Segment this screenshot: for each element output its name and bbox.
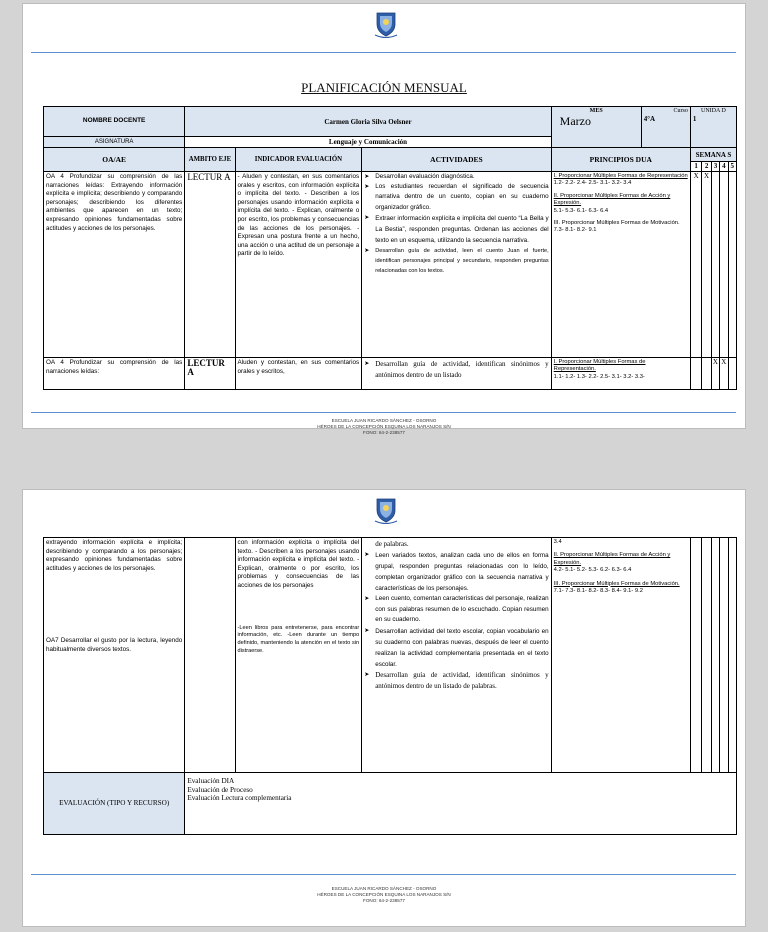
dua-cell — [551, 358, 690, 390]
oa-cell: OA 4 Profundizar su comprensión de las narraciones leídas: Extrayendo información explícita e implícita; describiendo y comparando personajes; describiendo los diferentes ambientes que aparecen en un texto; expresando opiniones fundamentadas sobre actitudes y acciones de los personajes. — [44, 172, 185, 358]
ambito-cell: LECTUR A — [185, 172, 235, 358]
footer-line: ESCUELA JUAN RICARDO SÁNCHEZ - OSORNO — [331, 886, 437, 891]
actividad-item: ➤ Leen variados textos, analizan cada uno de ellos en forma grupal, responden preguntas relacionadas con lo leído, completan organizador gráfico con la secuencia narrativa y características de los personajes. — [375, 550, 548, 594]
page-title: PLANIFICACIÓN MENSUAL — [301, 80, 467, 95]
dua-cell — [551, 538, 690, 773]
actividad-item: ➤ Desarrollan evaluación diagnóstica. — [375, 173, 548, 182]
planning-table-cont — [43, 537, 737, 835]
week-mark — [711, 538, 719, 773]
indicador-cell — [235, 538, 362, 773]
dua-cell — [551, 172, 690, 358]
unidad-value: 1 — [692, 115, 697, 123]
dua-codes: 7.3- 8.1- 8.2- 9.1 — [553, 227, 597, 234]
week-mark — [702, 358, 711, 390]
label-principios: PRINCIPIOS DUA — [551, 148, 690, 172]
footer-line: HÉROES DE LA CONCEPCIÓN ESQUINA LOS NARANJOS S/N — [317, 892, 451, 898]
footer-line: HÉROES DE LA CONCEPCIÓN ESQUINA LOS NARANJOS S/N — [317, 424, 451, 430]
week-mark — [720, 538, 728, 773]
indicador-cell: - Aluden y contestan, en sus comentarios orales y escritos, con información explícita o implícita del texto. - Describen a los personajes usando información explícita e implícita del texto. - Explican, oralmente o por escrito, los problemas y consecuencias de las acciones de los personajes. - Expresan una postura frente a un hecho, una acción o una actitud de un personaje a partir de lo leído. — [235, 172, 362, 358]
week-mark: X — [690, 172, 702, 358]
week-4: 4 — [720, 162, 728, 172]
eval-item: Evaluación Lectura complementaria — [187, 794, 292, 803]
actividad-item: ➤ Desarrollan guía de actividad, leen el cuento Juan el fuerte, identifican personajes principal y secundario, responden preguntas relacionadas con los textos. — [375, 246, 548, 276]
week-mark: X — [720, 358, 728, 390]
footer-line: FONO: 64-2-238577 — [363, 898, 405, 904]
week-3: 3 — [711, 162, 719, 172]
label-indicador: INDICADOR EVALUACIÓN — [235, 148, 362, 172]
dua-head: II. Proporcionar Múltiples Formas de Acción y Expresión. — [553, 552, 671, 566]
actividades-cell — [362, 538, 551, 773]
ambito-cell — [185, 538, 235, 773]
indicador-cell: Aluden y contestan, en sus comentarios orales y escritos, — [235, 358, 362, 390]
week-1: 1 — [690, 162, 702, 172]
dua-head: III. Proporcionar Múltiples Formas de Motivación. — [553, 220, 680, 227]
actividades-cell — [362, 358, 551, 390]
actividad-item: ➤ Los estudiantes recuerdan el significado de secuencia narrativa dentro de un cuento, copian en su cuaderno organizador gráfico. — [375, 182, 548, 214]
dua-head: II. Proporcionar Múltiples Formas de Acción y Expresión. — [553, 192, 671, 207]
mes-value: Marzo — [559, 114, 591, 128]
eval-label: EVALUACIÓN (TIPO Y RECURSO) — [44, 773, 185, 835]
unidad-label: UNIDA D — [701, 108, 726, 114]
eval-item: Evaluación DIA — [187, 777, 235, 785]
docente-name: Carmen Gloria Silva Oelsner — [185, 107, 551, 137]
eval-cell — [185, 773, 737, 835]
label-asignatura: ASIGNATURA — [44, 137, 185, 148]
dua-codes: 3.4 — [553, 539, 562, 545]
week-mark — [728, 358, 737, 390]
curso-label: Curso — [673, 108, 688, 114]
footer — [23, 886, 745, 905]
actividad-item: ➤ Desarrollan guía de actividad, identifican sinónimos y antónimos dentro de un listado de palabras. — [375, 670, 548, 692]
label-oa-ae: OA/AE — [44, 148, 185, 172]
curso-value: 4°A — [643, 115, 656, 123]
week-mark: X — [702, 172, 711, 358]
page-2 — [22, 489, 746, 927]
week-mark — [728, 538, 736, 773]
dua-head: III. Proporcionar Múltiples Formas de Motivación. — [553, 580, 680, 587]
unidad-cell — [690, 107, 736, 148]
header-rule — [31, 52, 736, 53]
week-mark — [720, 172, 728, 358]
footer-line: FONO: 64-2-238577 — [363, 430, 405, 436]
oa-cell: OA 4 Profundizar su comprensión de las narraciones leídas: — [44, 358, 185, 390]
week-2: 2 — [702, 162, 711, 172]
week-mark — [690, 538, 702, 773]
indicador-text: -Leen libros para entretenerse, para encontrar información, etc. -Leen durante un tiempo definido, manteniendo la atención en el texto sin distraerse. — [237, 624, 360, 654]
oa-text: extrayendo información explícita e implícita; describiendo y comparando a los personajes; expresando opiniones fundamentadas sobre actitudes y acciones de los personajes. — [46, 539, 183, 572]
ambito-cell: LECTUR A — [185, 358, 235, 390]
actividad-cont: de palabras. — [375, 540, 409, 548]
eval-item: Evaluación de Proceso — [187, 785, 253, 794]
week-mark: X — [711, 358, 719, 390]
week-5: 5 — [728, 162, 737, 172]
footer-rule — [31, 874, 736, 875]
actividad-item: ➤ Desarrollan actividad del texto escolar, copian vocabulario en su cuaderno con palabras nuevas, después de leer el cuento realizan la actividad complementaria presentada en el texto escolar. — [375, 626, 548, 670]
indicador-text: con información explícita o implícita del texto. - Describen a los personajes usando información explícita e implícita del texto. - Explican, oralmente o por escrito, los problemas y consecuencias de las acciones de los personajes — [237, 539, 360, 589]
mes-cell — [551, 107, 641, 148]
dua-codes: 1.1- 1.2- 1.3- 2.2- 2.5- 3.1- 3.2- 3.3- — [553, 373, 645, 380]
footer — [23, 418, 745, 437]
actividades-cell — [362, 172, 551, 358]
label-actividades: ACTIVIDADES — [362, 148, 551, 172]
label-semanas: SEMANA S — [690, 148, 736, 162]
dua-codes: 1.2- 2.2- 2.4- 2.5- 3.1- 3.2- 3.4 — [553, 180, 632, 187]
footer-line: ESCUELA JUAN RICARDO SÁNCHEZ - OSORNO — [331, 418, 437, 423]
label-nombre-docente: NOMBRE DOCENTE — [44, 107, 185, 137]
week-mark — [702, 538, 711, 773]
dua-codes: 4.2- 5.1- 5.2- 5.3- 6.2- 6.3- 6.4 — [553, 567, 632, 574]
dua-codes: 7.1- 7.3- 8.1- 8.2- 8.3- 8.4- 9.1- 9.2 — [553, 588, 643, 595]
oa-text: OA7 Desarrollar el gusto por la lectura, leyendo habitualmente diversos textos. — [46, 637, 183, 653]
school-crest-icon — [373, 10, 399, 38]
actividad-item: ➤ Desarrollan guía de actividad, identifican sinónimos y antónimos dentro de un listado — [375, 359, 548, 381]
curso-cell — [641, 107, 690, 148]
actividad-item: ➤ Extraer información explícita e implícita del cuento “La Bella y La Bestia”, responden preguntas. Ordenan las acciones del texto en un esquema, utilizando la secuencia narrativa. — [375, 213, 548, 246]
asignatura-value: Lenguaje y Comunicación — [185, 137, 551, 148]
dua-codes: 5.1- 5.3- 6.1- 6.3- 6.4 — [553, 207, 609, 214]
footer-rule — [31, 412, 736, 413]
dua-head: I. Proporcionar Múltiples Formas de Representación. — [553, 359, 646, 373]
week-mark — [690, 358, 702, 390]
actividad-item: ➤ Leen cuento, comentan características del personaje, realizan con sus palabras resumen de lo escuchado. Copian resumen en su cuaderno. — [375, 594, 548, 626]
mes-label: MES — [589, 108, 603, 114]
school-crest-icon — [373, 496, 399, 524]
dua-head: I. Proporcionar Múltiples Formas de Representación — [553, 173, 688, 179]
page-1 — [22, 3, 746, 436]
week-mark — [711, 172, 719, 358]
oa-cell — [44, 538, 185, 773]
week-mark — [728, 172, 737, 358]
planning-table — [43, 106, 737, 390]
label-ambito-eje: AMBITO EJE — [185, 148, 235, 172]
